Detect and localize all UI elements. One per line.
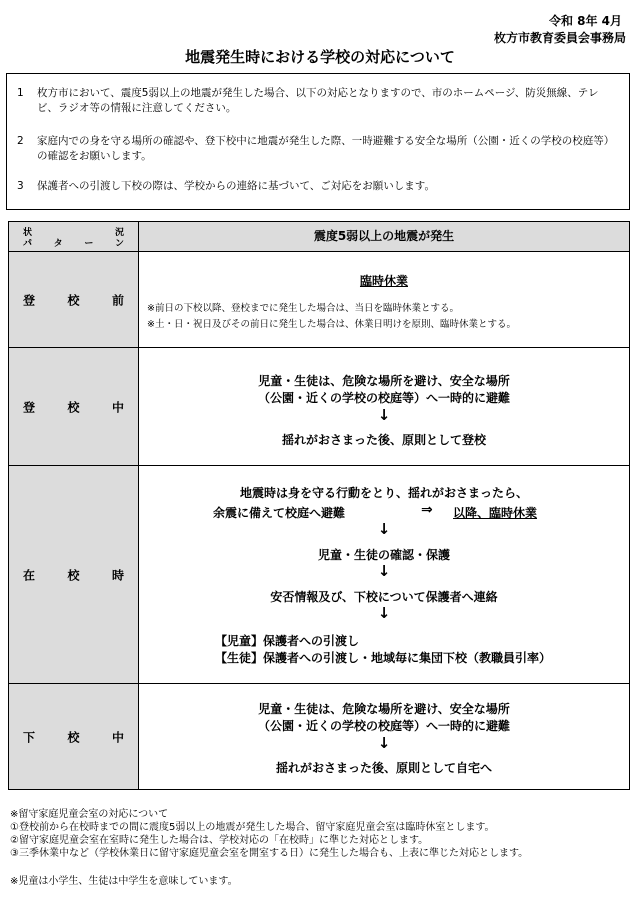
header-char: ン xyxy=(114,239,124,249)
table-row-before-school xyxy=(9,251,629,347)
row-content xyxy=(139,466,629,683)
notice-text: 枚方市において、震度5弱以上の地震が発生した場合、以下の対応となりますので、市のホームページ、防災無線、テレビ、ラジオ等の情報に注意してください。 xyxy=(37,87,599,114)
label-char: 校 xyxy=(67,730,80,744)
row-content xyxy=(139,684,629,789)
header-char: ー xyxy=(84,239,94,249)
notice-box xyxy=(6,73,630,210)
instruction-line: 揺れがおさまった後、原則として登校 xyxy=(281,433,486,447)
instruction-line: （公園・近くの学校の校庭等）へ一時的に避難 xyxy=(257,391,510,405)
down-arrow-icon: ↓ xyxy=(377,406,391,424)
instruction-line: 児童・生徒は、危険な場所を避け、安全な場所 xyxy=(258,374,510,388)
closure-note: 以降、臨時休業 xyxy=(453,506,538,520)
notice-item-1 xyxy=(17,86,619,116)
row-label xyxy=(9,348,139,465)
label-char: 前 xyxy=(111,293,124,307)
label-char: 中 xyxy=(111,400,124,414)
table-row-going-home xyxy=(9,683,629,789)
label-char: 校 xyxy=(67,400,80,414)
instruction-line: 児童・生徒は、危険な場所を避け、安全な場所 xyxy=(258,702,510,716)
table-row-in-school xyxy=(9,465,629,683)
instruction-line: 安否情報及び、下校について保護者へ連絡 xyxy=(270,590,498,604)
note: ※前日の下校以降、登校までに発生した場合は、当日を臨時休業とする。 xyxy=(147,303,459,314)
notice-number: 3 xyxy=(17,180,24,192)
row-label xyxy=(9,466,139,683)
row-content xyxy=(139,252,629,347)
notice-text: 保護者への引渡し下校の際は、学校からの連絡に基づいて、ご対応をお願いします。 xyxy=(37,180,435,192)
down-arrow-icon: ↓ xyxy=(377,604,391,622)
notice-item-3 xyxy=(17,179,619,194)
instruction-line: 【生徒】保護者への引渡し・地域毎に集団下校（教職員引率） xyxy=(215,651,552,665)
footer-note: ※留守家庭児童会室の対応について xyxy=(10,809,169,820)
footer-note: ※児童は小学生、生徒は中学生を意味しています。 xyxy=(10,876,238,887)
label-char: 登 xyxy=(23,400,36,414)
down-arrow-icon: ↓ xyxy=(377,734,391,752)
table-row-commuting xyxy=(9,347,629,465)
label-char: 登 xyxy=(23,293,36,307)
instruction-line: 地震時は身を守る行動をとり、揺れがおさまったら、 xyxy=(239,486,528,500)
label-char: 時 xyxy=(111,568,124,582)
footer-note: ③三季休業中など（学校休業日に留守家庭児童会室を開室する日）に発生した場合も、上表に準じた対応とします。 xyxy=(10,848,529,859)
label-char: 下 xyxy=(23,730,36,744)
page-title: 地震発生時における学校の対応について xyxy=(185,48,455,66)
down-arrow-icon: ↓ xyxy=(377,520,391,538)
instruction-line: 揺れがおさまった後、原則として自宅へ xyxy=(275,761,492,775)
notice-text: 家庭内での身を守る場所の確認や、登下校中に地震が発生した際、一時避難する安全な場所（公園・近くの学校の校庭等）の確認をお願いします。 xyxy=(37,135,615,162)
response-table xyxy=(8,221,630,790)
down-arrow-icon: ↓ xyxy=(377,562,391,580)
notice-number: 2 xyxy=(17,135,24,147)
note: ※土・日・祝日及びその前日に発生した場合は、休業日明けを原則、臨時休業とする。 xyxy=(147,319,516,330)
header-char: 状 xyxy=(23,228,33,238)
row-content xyxy=(139,348,629,465)
instruction-line: 余震に備えて校庭へ避難 xyxy=(213,506,346,520)
date: 令和 8年 4月 xyxy=(548,14,622,28)
label-char: 中 xyxy=(111,730,124,744)
right-arrow-icon: ⇒ xyxy=(421,502,433,518)
footer-note: ②留守家庭児童会室在室時に発生した場合は、学校対応の「在校時」に準じた対応とします。 xyxy=(10,835,429,846)
instruction-line: （公園・近くの学校の校庭等）へ一時的に避難 xyxy=(257,719,510,733)
table-header-row xyxy=(9,222,629,251)
row-label xyxy=(9,252,139,347)
header-char: パ xyxy=(23,239,33,249)
header-char: タ xyxy=(53,239,63,249)
footer-note: ①登校前から在校時までの間に震度5弱以上の地震が発生した場合、留守家庭児童会室は臨時休室とします。 xyxy=(10,822,495,833)
row-label xyxy=(9,684,139,789)
instruction-line: 【児童】保護者への引渡し xyxy=(215,634,360,648)
label-char: 校 xyxy=(67,293,80,307)
office-name: 枚方市教育委員会事務局 xyxy=(493,31,626,45)
notice-number: 1 xyxy=(17,87,24,99)
condition-header: 震度5弱以上の地震が発生 xyxy=(139,222,629,251)
notice-item-2 xyxy=(17,134,619,164)
pattern-header xyxy=(9,222,139,251)
instruction-line: 児童・生徒の確認・保護 xyxy=(317,548,450,562)
label-char: 校 xyxy=(67,568,80,582)
closure-heading: 臨時休業 xyxy=(359,274,408,288)
header-char: 況 xyxy=(114,228,124,238)
label-char: 在 xyxy=(23,568,36,582)
